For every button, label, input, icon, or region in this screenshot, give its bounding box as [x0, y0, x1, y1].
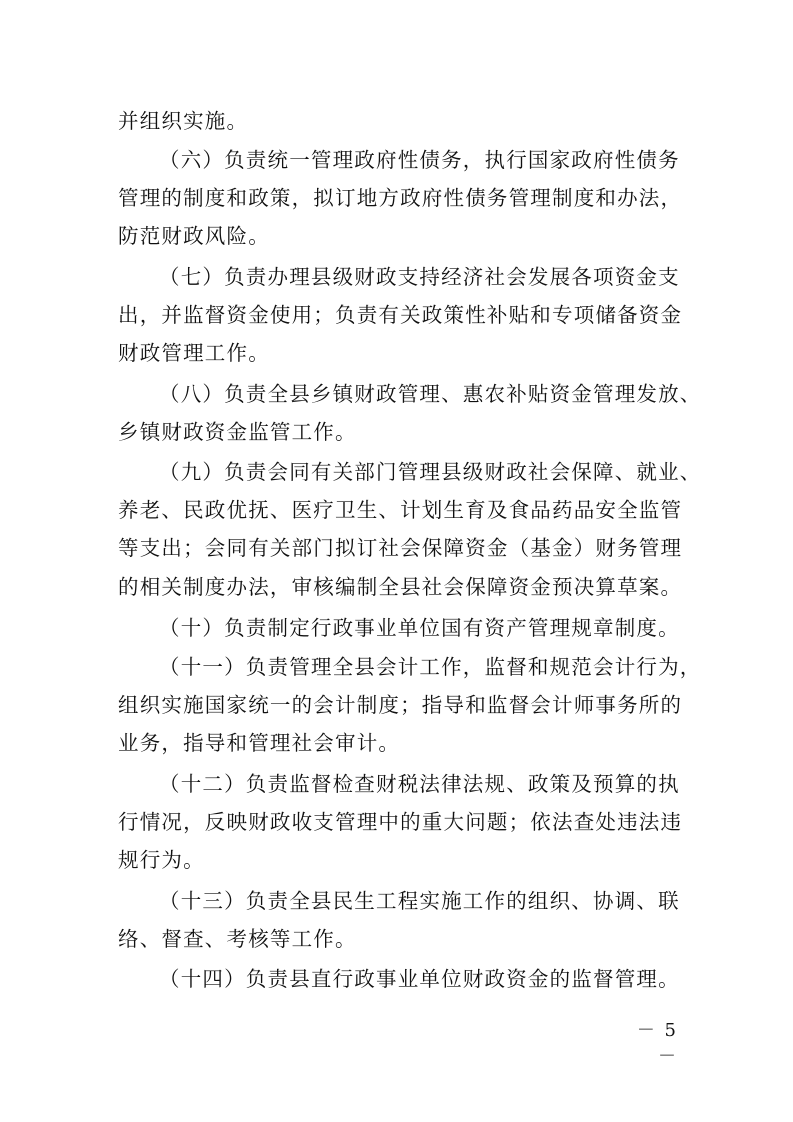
text-line: （十三）负责全县民生工程实施工作的组织、协调、联: [159, 889, 680, 913]
text-line: （七）负责办理县级财政支持经济社会发展各项资金支: [159, 265, 680, 289]
text-line: （十四）负责县直行政事业单位财政资金的监督管理。: [159, 967, 680, 991]
paragraph-item-10: [118, 609, 678, 647]
text-line: 财政管理工作。: [118, 341, 270, 366]
text-line: （六）负责统一管理政府性债务，执行国家政府性债务: [159, 148, 680, 172]
paragraph-item-8: [118, 375, 702, 451]
text-line: （十）负责制定行政事业单位国有资产管理规章制度。: [159, 616, 680, 640]
paragraph-item-11: [118, 648, 702, 763]
text-line: 组织实施国家统一的会计制度；指导和监督会计师事务所的: [118, 693, 683, 718]
text-line: 业务，指导和管理社会审计。: [118, 731, 401, 756]
text-line: 养老、民政优抚、医疗卫生、计划生育及食品药品安全监管: [118, 498, 683, 523]
text-line: 防范财政风险。: [118, 224, 270, 249]
paragraph-continuation: [118, 102, 678, 140]
text-line: 的相关制度办法，审核编制全县社会保障资金预决算草案。: [118, 574, 683, 599]
text-line: 出，并监督资金使用；负责有关政策性补贴和专项储备资金: [118, 303, 683, 328]
text-line: （九）负责会同有关部门管理县级财政社会保障、就业、: [159, 460, 702, 484]
paragraph-item-9: [118, 453, 702, 606]
page-number: － 5 －: [636, 1020, 678, 1067]
text-line: 管理的制度和政策，拟订地方政府性债务管理制度和办法，: [118, 186, 683, 211]
text-line: 行情况，反映财政收支管理中的重大问题；依法查处违法违: [118, 810, 683, 835]
text-line: 并组织实施。: [118, 109, 249, 133]
paragraph-item-12: [118, 765, 683, 880]
paragraph-item-14: [118, 960, 678, 998]
text-line: （十一）负责管理全县会计工作，监督和规范会计行为，: [159, 655, 702, 679]
text-line: 络、督查、考核等工作。: [118, 927, 357, 952]
paragraph-item-6: [118, 141, 683, 256]
text-line: 等支出；会同有关部门拟订社会保障资金（基金）财务管理: [118, 536, 683, 561]
text-line: （八）负责全县乡镇财政管理、惠农补贴资金管理发放、: [159, 382, 702, 406]
text-line: 乡镇财政资金监管工作。: [118, 420, 357, 445]
text-line: 规行为。: [118, 848, 205, 873]
paragraph-item-13: [118, 882, 678, 958]
text-line: （十二）负责监督检查财税法律法规、政策及预算的执: [159, 772, 680, 796]
paragraph-item-7: [118, 258, 683, 373]
